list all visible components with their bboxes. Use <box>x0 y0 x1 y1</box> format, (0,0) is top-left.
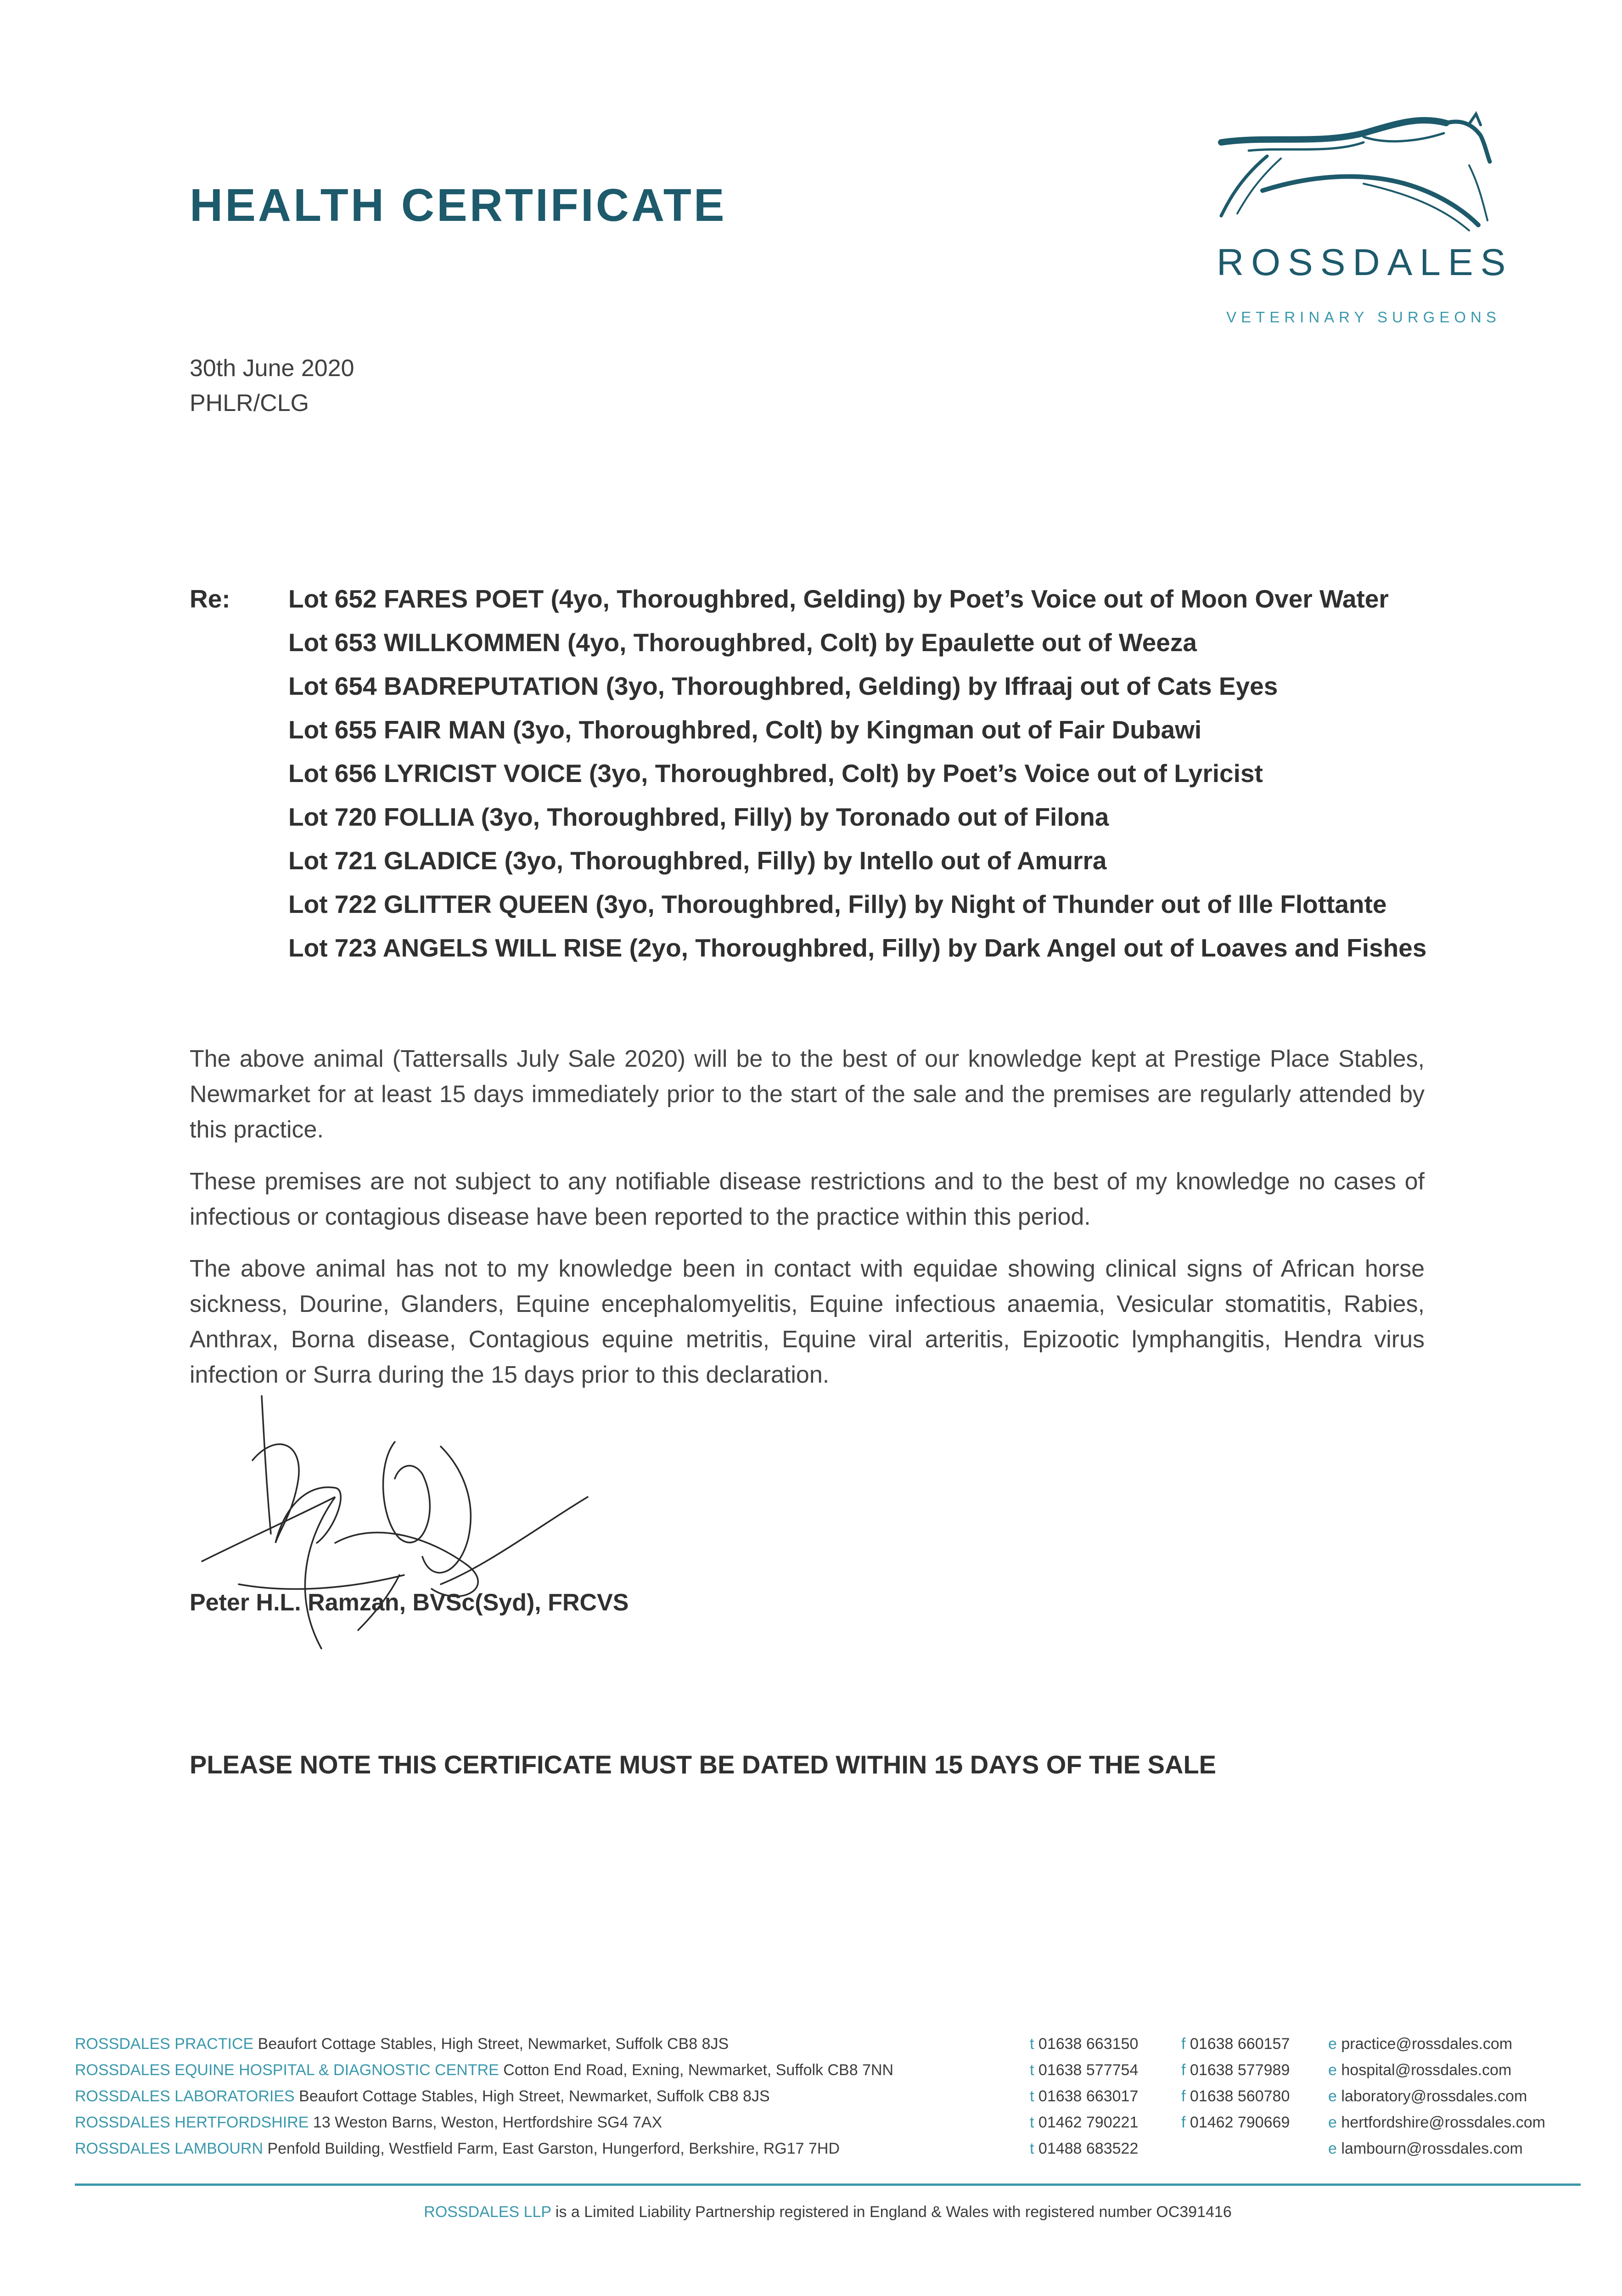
lot-line: Lot 653 WILLKOMMEN (4yo, Thoroughbred, Colt) by Epaulette out of Weeza <box>288 628 1197 657</box>
footer-fax: f 01638 577989 <box>1181 2061 1290 2079</box>
footer-office-address: Beaufort Cottage Stables, High Street, Newmarket, Suffolk CB8 8JS <box>258 2035 729 2053</box>
brand-name: ROSSDALES <box>1217 242 1513 283</box>
llp-text: is a Limited Liability Partnership registered in England & Wales with registered number OC391416 <box>555 2203 1232 2221</box>
footer-email: e practice@rossdales.com <box>1328 2035 1513 2053</box>
footer-email: e laboratory@rossdales.com <box>1328 2088 1527 2105</box>
footer-telephone: t 01638 663150 <box>1030 2035 1139 2053</box>
paragraph-diseases: The above animal has not to my knowledge been in contact with equidae showing clinical signs of African horse sickness, Dourine, Glanders, Equine encephalomyelitis, Equine infectious anaemia, Vesicular stomatitis, Rabies, Anthrax, Borna disease, Contagious equine metritis, Equine viral arteritis, Epizootic lymphangitis, Hendra virus infection or Surra during the 15 days prior to this declaration. <box>190 1255 1425 1388</box>
footer-office-name: ROSSDALES LABORATORIES <box>75 2088 295 2105</box>
reference-code: PHLR/CLG <box>190 390 309 416</box>
footer-email: e hertfordshire@rossdales.com <box>1328 2114 1545 2131</box>
lot-line: Lot 655 FAIR MAN (3yo, Thoroughbred, Colt) by Kingman out of Fair Dubawi <box>288 715 1202 744</box>
validity-note: PLEASE NOTE THIS CERTIFICATE MUST BE DATED WITHIN 15 DAYS OF THE SALE <box>190 1750 1217 1779</box>
footer-office-address: Cotton End Road, Exning, Newmarket, Suffolk CB8 7NN <box>503 2061 894 2079</box>
footer-office-name: ROSSDALES HERTFORDSHIRE <box>75 2114 309 2131</box>
lot-line: Lot 652 FARES POET (4yo, Thoroughbred, Gelding) by Poet’s Voice out of Moon Over Water <box>288 585 1389 613</box>
paragraph-keeping: The above animal (Tattersalls July Sale 2020) will be to the best of our knowledge kept at Prestige Place Stables, Newmarket for at least 15 days immediately prior to the start of the sale and the premises are regularly attended by this practice. <box>190 1046 1425 1143</box>
footer-office <box>75 2035 729 2053</box>
lot-line: Lot 654 BADREPUTATION (3yo, Thoroughbred, Gelding) by Iffraaj out of Cats Eyes <box>288 672 1278 700</box>
footer-telephone: t 01462 790221 <box>1030 2114 1139 2131</box>
footer-fax: f 01462 790669 <box>1181 2114 1290 2131</box>
footer-fax: f 01638 660157 <box>1181 2035 1290 2053</box>
footer-office <box>75 2140 840 2158</box>
footer-office <box>75 2088 770 2105</box>
lot-line: Lot 720 FOLLIA (3yo, Thoroughbred, Filly) by Toronado out of Filona <box>288 803 1109 831</box>
footer-divider <box>75 2183 1581 2186</box>
certificate-date: 30th June 2020 <box>190 355 354 382</box>
footer-office-address: Penfold Building, Westfield Farm, East Garston, Hungerford, Berkshire, RG17 7HD <box>267 2140 840 2157</box>
footer-office-name: ROSSDALES LAMBOURN <box>75 2140 263 2157</box>
footer-office-address: Beaufort Cottage Stables, High Street, Newmarket, Suffolk CB8 8JS <box>299 2088 770 2105</box>
lot-line: Lot 656 LYRICIST VOICE (3yo, Thoroughbred, Colt) by Poet’s Voice out of Lyricist <box>288 759 1263 788</box>
brand-subtitle: VETERINARY SURGEONS <box>1226 309 1501 326</box>
footer-email: e lambourn@rossdales.com <box>1328 2140 1523 2157</box>
paragraph-restrictions: These premises are not subject to any notifiable disease restrictions and to the best of my knowledge no cases of infectious or contagious disease have been reported to the practice within this period. <box>190 1168 1425 1230</box>
footer-telephone: t 01488 683522 <box>1030 2140 1139 2157</box>
footer-telephone: t 01638 577754 <box>1030 2061 1139 2079</box>
footer-telephone: t 01638 663017 <box>1030 2088 1139 2105</box>
document-title: HEALTH CERTIFICATE <box>190 180 727 231</box>
rossdales-horse-logo-icon <box>1212 110 1497 248</box>
re-label: Re: <box>190 585 230 613</box>
lot-line: Lot 723 ANGELS WILL RISE (2yo, Thoroughbred, Filly) by Dark Angel out of Loaves and Fishes <box>288 934 1427 962</box>
footer-office-address: 13 Weston Barns, Weston, Hertfordshire SG4 7AX <box>313 2114 662 2131</box>
lot-line: Lot 722 GLITTER QUEEN (3yo, Thoroughbred, Filly) by Night of Thunder out of Ille Flottante <box>288 890 1387 918</box>
llp-registration <box>75 2203 1581 2221</box>
lot-line: Lot 721 GLADICE (3yo, Thoroughbred, Filly) by Intello out of Amurra <box>288 846 1107 875</box>
footer-office-name: ROSSDALES PRACTICE <box>75 2035 254 2053</box>
footer-office-name: ROSSDALES EQUINE HOSPITAL & DIAGNOSTIC CENTRE <box>75 2061 499 2079</box>
footer-office <box>75 2114 662 2132</box>
handwritten-signature <box>184 1391 634 1676</box>
llp-name: ROSSDALES LLP <box>424 2203 551 2221</box>
footer-email: e hospital@rossdales.com <box>1328 2061 1512 2079</box>
footer-office <box>75 2061 893 2079</box>
signatory-name: Peter H.L. Ramzan, BVSc(Syd), FRCVS <box>190 1589 629 1616</box>
footer-fax: f 01638 560780 <box>1181 2088 1290 2105</box>
